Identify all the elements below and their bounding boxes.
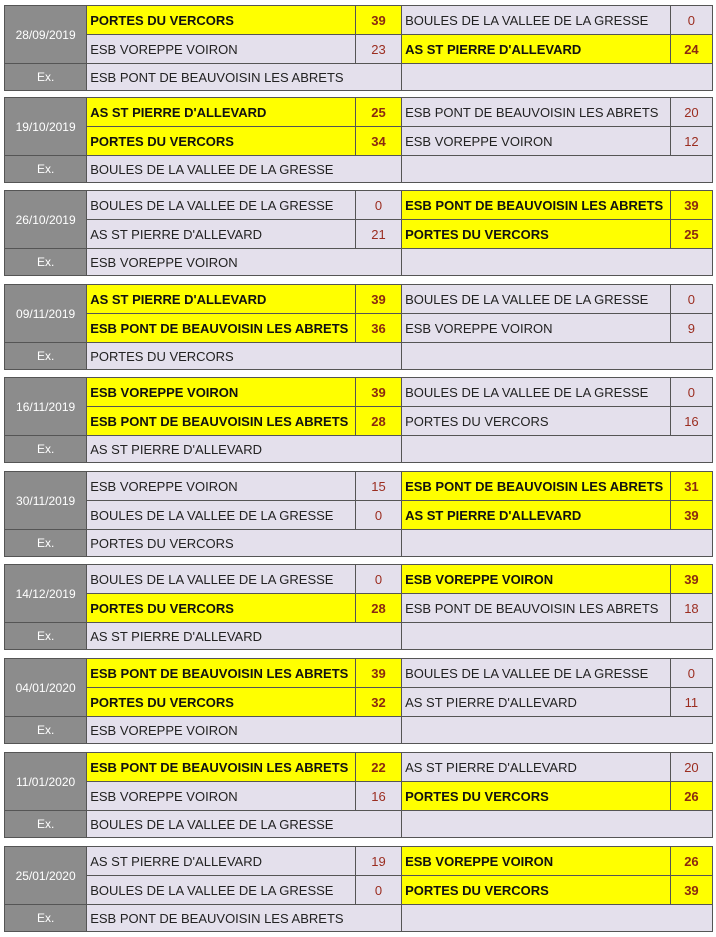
home-score: 25: [355, 98, 401, 127]
exempt-team: PORTES DU VERCORS: [87, 530, 402, 557]
away-team: PORTES DU VERCORS: [402, 876, 671, 905]
exempt-label: Ex.: [5, 249, 87, 276]
match-row: [5, 6, 713, 35]
match-row: [5, 127, 713, 156]
away-team: BOULES DE LA VALLEE DE LA GRESSE: [402, 659, 671, 688]
away-team: BOULES DE LA VALLEE DE LA GRESSE: [402, 285, 671, 314]
round-table: [4, 284, 713, 370]
exempt-label: Ex.: [5, 530, 87, 557]
away-score: 9: [670, 314, 712, 343]
round-date: 30/11/2019: [5, 472, 87, 530]
exempt-label: Ex.: [5, 717, 87, 744]
away-score: 0: [670, 6, 712, 35]
home-score: 22: [355, 753, 401, 782]
round-table: [4, 752, 713, 838]
away-score: 39: [670, 191, 712, 220]
home-score: 0: [355, 191, 401, 220]
exempt-label: Ex.: [5, 811, 87, 838]
empty-cell: [402, 436, 713, 463]
away-team: AS ST PIERRE D'ALLEVARD: [402, 35, 671, 64]
empty-cell: [402, 905, 713, 932]
home-team: PORTES DU VERCORS: [87, 6, 356, 35]
exempt-row: [5, 623, 713, 650]
round-date: 16/11/2019: [5, 378, 87, 436]
round-date: 28/09/2019: [5, 6, 87, 64]
home-score: 16: [355, 782, 401, 811]
empty-cell: [402, 156, 713, 183]
exempt-team: AS ST PIERRE D'ALLEVARD: [87, 623, 402, 650]
away-score: 25: [670, 220, 712, 249]
empty-cell: [402, 64, 713, 91]
round-block: [4, 471, 713, 557]
round-date: 26/10/2019: [5, 191, 87, 249]
round-date: 04/01/2020: [5, 659, 87, 717]
match-row: [5, 98, 713, 127]
empty-cell: [402, 343, 713, 370]
round-table: [4, 658, 713, 744]
away-score: 18: [670, 594, 712, 623]
round-table: [4, 5, 713, 91]
exempt-row: [5, 156, 713, 183]
home-score: 39: [355, 378, 401, 407]
match-row: [5, 285, 713, 314]
exempt-row: [5, 811, 713, 838]
away-score: 11: [670, 688, 712, 717]
away-score: 12: [670, 127, 712, 156]
exempt-label: Ex.: [5, 436, 87, 463]
home-team: ESB PONT DE BEAUVOISIN LES ABRETS: [87, 407, 356, 436]
away-team: ESB PONT DE BEAUVOISIN LES ABRETS: [402, 472, 671, 501]
round-block: [4, 752, 713, 838]
exempt-row: [5, 249, 713, 276]
home-team: ESB VOREPPE VOIRON: [87, 782, 356, 811]
exempt-label: Ex.: [5, 156, 87, 183]
home-score: 23: [355, 35, 401, 64]
away-team: ESB VOREPPE VOIRON: [402, 847, 671, 876]
round-date: 09/11/2019: [5, 285, 87, 343]
home-team: BOULES DE LA VALLEE DE LA GRESSE: [87, 191, 356, 220]
away-score: 24: [670, 35, 712, 64]
home-score: 19: [355, 847, 401, 876]
home-score: 39: [355, 659, 401, 688]
away-team: ESB VOREPPE VOIRON: [402, 127, 671, 156]
exempt-row: [5, 436, 713, 463]
home-score: 28: [355, 594, 401, 623]
home-team: PORTES DU VERCORS: [87, 688, 356, 717]
round-table: [4, 846, 713, 932]
round-table: [4, 97, 713, 183]
home-team: AS ST PIERRE D'ALLEVARD: [87, 98, 356, 127]
away-team: AS ST PIERRE D'ALLEVARD: [402, 688, 671, 717]
exempt-label: Ex.: [5, 623, 87, 650]
home-team: PORTES DU VERCORS: [87, 127, 356, 156]
exempt-row: [5, 64, 713, 91]
match-row: [5, 876, 713, 905]
away-team: PORTES DU VERCORS: [402, 782, 671, 811]
home-score: 34: [355, 127, 401, 156]
empty-cell: [402, 249, 713, 276]
round-table: [4, 190, 713, 276]
exempt-team: BOULES DE LA VALLEE DE LA GRESSE: [87, 156, 402, 183]
match-row: [5, 565, 713, 594]
away-score: 20: [670, 98, 712, 127]
round-table: [4, 377, 713, 463]
match-row: [5, 472, 713, 501]
home-team: AS ST PIERRE D'ALLEVARD: [87, 847, 356, 876]
home-score: 21: [355, 220, 401, 249]
match-row: [5, 191, 713, 220]
home-score: 36: [355, 314, 401, 343]
away-score: 0: [670, 378, 712, 407]
away-score: 26: [670, 847, 712, 876]
match-row: [5, 594, 713, 623]
empty-cell: [402, 623, 713, 650]
home-team: ESB VOREPPE VOIRON: [87, 35, 356, 64]
round-table: [4, 564, 713, 650]
exempt-team: ESB VOREPPE VOIRON: [87, 249, 402, 276]
away-team: AS ST PIERRE D'ALLEVARD: [402, 501, 671, 530]
exempt-team: ESB VOREPPE VOIRON: [87, 717, 402, 744]
away-team: ESB VOREPPE VOIRON: [402, 565, 671, 594]
away-score: 39: [670, 876, 712, 905]
match-row: [5, 378, 713, 407]
match-row: [5, 314, 713, 343]
away-score: 0: [670, 659, 712, 688]
exempt-team: AS ST PIERRE D'ALLEVARD: [87, 436, 402, 463]
round-date: 19/10/2019: [5, 98, 87, 156]
home-team: BOULES DE LA VALLEE DE LA GRESSE: [87, 876, 356, 905]
match-row: [5, 753, 713, 782]
match-row: [5, 501, 713, 530]
home-score: 39: [355, 6, 401, 35]
round-block: [4, 846, 713, 932]
round-block: [4, 284, 713, 370]
home-team: ESB VOREPPE VOIRON: [87, 472, 356, 501]
away-team: BOULES DE LA VALLEE DE LA GRESSE: [402, 6, 671, 35]
home-score: 0: [355, 501, 401, 530]
exempt-label: Ex.: [5, 905, 87, 932]
away-team: ESB PONT DE BEAUVOISIN LES ABRETS: [402, 98, 671, 127]
away-score: 31: [670, 472, 712, 501]
exempt-label: Ex.: [5, 343, 87, 370]
empty-cell: [402, 811, 713, 838]
home-score: 39: [355, 285, 401, 314]
match-row: [5, 782, 713, 811]
home-score: 15: [355, 472, 401, 501]
exempt-row: [5, 717, 713, 744]
exempt-row: [5, 905, 713, 932]
round-date: 14/12/2019: [5, 565, 87, 623]
empty-cell: [402, 530, 713, 557]
round-date: 25/01/2020: [5, 847, 87, 905]
away-team: ESB PONT DE BEAUVOISIN LES ABRETS: [402, 191, 671, 220]
round-block: [4, 190, 713, 276]
exempt-label: Ex.: [5, 64, 87, 91]
match-row: [5, 35, 713, 64]
away-score: 39: [670, 565, 712, 594]
round-block: [4, 564, 713, 650]
home-score: 28: [355, 407, 401, 436]
away-team: ESB VOREPPE VOIRON: [402, 314, 671, 343]
exempt-row: [5, 530, 713, 557]
round-block: [4, 97, 713, 183]
away-score: 0: [670, 285, 712, 314]
away-score: 26: [670, 782, 712, 811]
match-row: [5, 407, 713, 436]
away-score: 39: [670, 501, 712, 530]
home-score: 0: [355, 876, 401, 905]
home-score: 0: [355, 565, 401, 594]
exempt-team: PORTES DU VERCORS: [87, 343, 402, 370]
exempt-team: ESB PONT DE BEAUVOISIN LES ABRETS: [87, 64, 402, 91]
away-team: PORTES DU VERCORS: [402, 407, 671, 436]
home-team: BOULES DE LA VALLEE DE LA GRESSE: [87, 565, 356, 594]
round-table: [4, 471, 713, 557]
home-team: ESB PONT DE BEAUVOISIN LES ABRETS: [87, 314, 356, 343]
home-team: BOULES DE LA VALLEE DE LA GRESSE: [87, 501, 356, 530]
round-date: 11/01/2020: [5, 753, 87, 811]
home-score: 32: [355, 688, 401, 717]
exempt-team: BOULES DE LA VALLEE DE LA GRESSE: [87, 811, 402, 838]
empty-cell: [402, 717, 713, 744]
home-team: AS ST PIERRE D'ALLEVARD: [87, 285, 356, 314]
away-team: BOULES DE LA VALLEE DE LA GRESSE: [402, 378, 671, 407]
away-score: 16: [670, 407, 712, 436]
home-team: ESB PONT DE BEAUVOISIN LES ABRETS: [87, 659, 356, 688]
exempt-row: [5, 343, 713, 370]
home-team: PORTES DU VERCORS: [87, 594, 356, 623]
match-row: [5, 847, 713, 876]
away-team: AS ST PIERRE D'ALLEVARD: [402, 753, 671, 782]
home-team: AS ST PIERRE D'ALLEVARD: [87, 220, 356, 249]
match-row: [5, 659, 713, 688]
match-row: [5, 220, 713, 249]
round-block: [4, 658, 713, 744]
away-team: PORTES DU VERCORS: [402, 220, 671, 249]
match-row: [5, 688, 713, 717]
round-block: [4, 5, 713, 91]
home-team: ESB VOREPPE VOIRON: [87, 378, 356, 407]
round-block: [4, 377, 713, 463]
exempt-team: ESB PONT DE BEAUVOISIN LES ABRETS: [87, 905, 402, 932]
home-team: ESB PONT DE BEAUVOISIN LES ABRETS: [87, 753, 356, 782]
away-score: 20: [670, 753, 712, 782]
away-team: ESB PONT DE BEAUVOISIN LES ABRETS: [402, 594, 671, 623]
